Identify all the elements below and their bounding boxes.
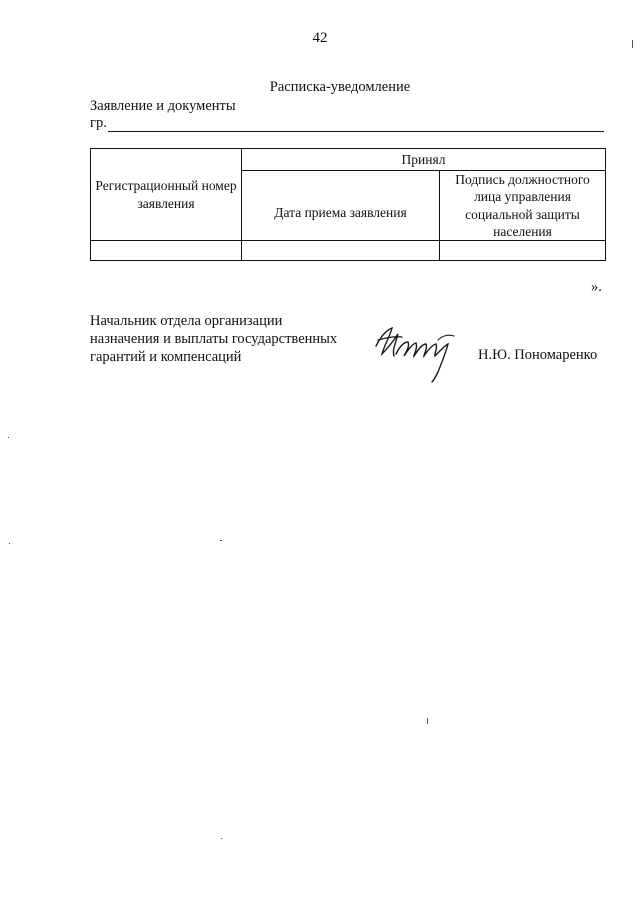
position-line-2: назначения и выплаты государственных [90, 331, 338, 348]
scan-speck [221, 838, 222, 839]
page-number: 42 [312, 30, 328, 46]
signature-header: Подпись должностного лица управления социальной защиты населения [440, 171, 606, 241]
signer-name: Н.Ю. Пономаренко [478, 347, 598, 363]
receipt-table [90, 148, 606, 261]
scan-speck [8, 437, 9, 438]
reg-number-cell [91, 241, 242, 261]
scan-speck [9, 543, 10, 544]
table-header-row [91, 149, 606, 171]
date-header: Дата приема заявления [242, 171, 440, 241]
date-cell [242, 241, 440, 261]
position-line-3: гарантий и компенсаций [90, 349, 242, 366]
scan-speck [632, 40, 633, 48]
reg-number-header: Регистрационный номер заявления [91, 149, 242, 241]
scan-speck [220, 540, 222, 541]
citizen-prefix: гр. [90, 115, 107, 131]
closing-quote: ». [591, 279, 602, 295]
table-row [91, 241, 606, 261]
accepted-header: Принял [242, 149, 606, 171]
citizen-name-blank [108, 117, 604, 132]
document-title: Расписка-уведомление [269, 79, 411, 95]
position-line-1: Начальник отдела организации [90, 313, 283, 329]
citizen-line [90, 115, 604, 132]
signature-cell [440, 241, 606, 261]
statement-label: Заявление и документы [90, 98, 236, 114]
scan-speck [427, 718, 428, 724]
handwritten-signature [372, 318, 462, 384]
signatory-position [90, 312, 337, 366]
